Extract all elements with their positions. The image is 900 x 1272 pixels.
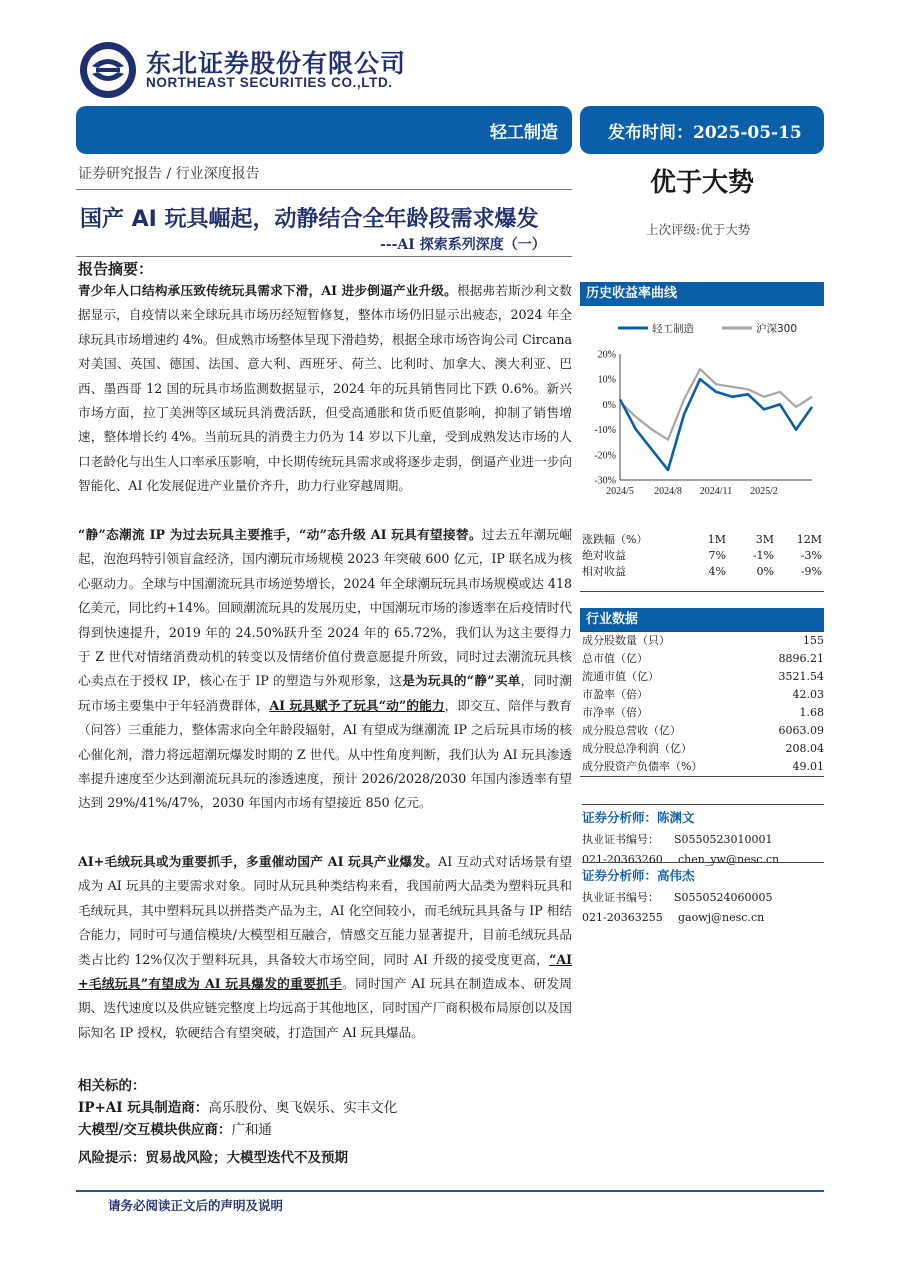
table-cell: 市净率（倍） [582, 706, 648, 719]
analyst-email[interactable]: gaowj@nesc.cn [678, 911, 765, 924]
table-header: 1M [707, 533, 726, 546]
y-tick-label: 10% [597, 374, 616, 386]
risk-warning: 风险提示：贸易战风险；大模型迭代不及预期 [78, 1150, 348, 1166]
table-cell: -3% [800, 549, 822, 562]
x-tick-label: 2024/11 [699, 486, 733, 497]
table-row [582, 722, 824, 740]
series-line-sector [620, 379, 812, 470]
analyst-name: 证券分析师：陈渊文 [582, 804, 824, 830]
table-cell: 155 [803, 634, 824, 647]
paragraph-emphasis: “AI+毛绒玩具”有望成为 AI 玩具爆发的重要抓手 [78, 951, 572, 992]
table-cell: 总市值（亿） [582, 652, 648, 665]
legend-label: 沪深300 [756, 323, 798, 335]
related-value: 高乐股份、奥飞娱乐、实丰文化 [208, 1100, 398, 1116]
paragraph-body: ，即交互、陪伴与教育（问答）三重能力，整体需求向全年龄段辐射，AI 有望成为继潮流 IP 之后玩具市场的核心催化剂，潜力将远超潮玩爆发时期的 Z 世代。从中性角度判断，我们认为 AI 玩具渗透率提升速度至少达到潮流玩具玩的渗透速度，预计 2026/2028/2030 年国内渗透率有望达到 29%/41%/47%，2030 年国内市场有望接近 850 亿元。 [78, 697, 573, 811]
table-cell: 市盈率（倍） [582, 688, 648, 701]
series-line-benchmark [620, 369, 812, 440]
date-banner [580, 106, 824, 154]
report-type: 证券研究报告 / 行业深度报告 [78, 166, 260, 182]
table-cell: 42.03 [792, 688, 824, 701]
report-subtitle: ---AI 探索系列深度（一） [380, 237, 546, 253]
table-row [582, 632, 824, 650]
table-cell: -1% [752, 549, 774, 562]
table-cell: 绝对收益 [582, 549, 626, 562]
table-row [582, 758, 824, 776]
paragraph-body: ，同时潮玩市场主要集中于年轻消费群体， [78, 673, 572, 713]
company-name-cn: 东北证券股份有限公司 [146, 49, 407, 78]
table-cell: 49.01 [792, 760, 824, 773]
table-cell: -9% [800, 565, 822, 578]
rating: 优于大势 [650, 168, 755, 198]
table-header: 3M [755, 533, 774, 546]
y-tick-label: 20% [597, 349, 616, 361]
table-header: 涨跌幅（%） [582, 533, 648, 546]
table-cell: 3521.54 [778, 670, 824, 683]
table-row [582, 704, 824, 722]
cert-number: S0550523010001 [674, 833, 773, 846]
table-cell: 0% [756, 565, 774, 578]
summary-heading: 报告摘要： [78, 260, 154, 278]
x-tick-label: 2024/5 [606, 486, 634, 497]
company-logo [78, 40, 138, 100]
sector-label: 轻工制造 [490, 123, 558, 143]
paragraph-body: AI 互动式对话场景有望成为 AI 玩具的主要需求对象。同时从玩具种类结构来看，我国前两大品类为塑料玩具和毛绒玩具，其中塑料玩具以拼搭类产品为主，AI 化空间较小，而毛绒玩具具备与 IP 相结合能力，同时可与通信模块/大模型相互融合，情感交互能力显著提升，目前毛绒玩具品类占比约 12%仅次于塑料玩具，具备较大市场空间，同时 AI 升级的接受度更高， [78, 854, 572, 967]
summary-paragraph-2 [78, 523, 572, 816]
divider [580, 776, 824, 777]
table-cell: 4% [708, 565, 726, 578]
table-row [582, 548, 824, 564]
cert-label: 执业证书编号： [582, 833, 659, 846]
x-tick-label: 2024/8 [654, 486, 682, 497]
cert-label: 执业证书编号： [582, 891, 659, 904]
table-cell: 成分股数量（只） [582, 634, 670, 647]
y-tick-label: 0% [602, 399, 616, 411]
paragraph-body: 过去五年潮玩崛起，泡泡玛特引领盲盒经济，国内潮玩市场规模 2023 年突破 600 亿元，IP 联名成为核心驱动力。全球与中国潮流玩具市场逆势增长，2024 年全球潮玩玩具市场规模或达 418 亿美元，同比约+14%。回顾潮流玩具的发展历史，中国潮玩市场的渗透率在后疫情时代得到快速提升，2019 年的 24.50%跃升至 2024 年的 65.72%，我们认为这主要得力于 Z 世代对情绪消费动机的转变以及情绪价值付费意愿提升所致，同时过去潮流玩具核心卖点在于授权 IP，核心在于 IP 的塑造与外观形象，这 [78, 527, 572, 689]
table-row [582, 668, 824, 686]
y-tick-label: -30% [594, 475, 616, 487]
analyst-name: 证券分析师：高伟杰 [582, 862, 824, 888]
table-header: 12M [796, 533, 822, 546]
related-label: 大模型/交互模块供应商： [78, 1122, 232, 1138]
paragraph-body: 根据弗若斯沙利文数据显示，自疫情以来全球玩具市场历经短暂修复，整体市场仍旧显示出疲态，2024 年全球玩具市场增速约 4%。但成熟市场整体呈现下滑趋势，根据全球市场咨询公司 Circana 对美国、英国、德国、法国、意大利、西班牙、荷兰、比利时、加拿大、澳大利亚、巴西、墨西哥 12 国的玩具市场监测数据显示，2024 年的玩具销售同比下跌 0.6%。新兴市场方面，拉丁美洲等区域玩具消费活跃，但受高通胀和货币贬值影响，抑制了销售增速，整体增长约 4%。当前玩具的消费主力仍为 14 岁以下儿童，受到成熟发达市场的人口老龄化与出生人口率承压影响，中长期传统玩具需求或将逐步走弱，倒逼产业进一步向智能化、AI 化发展促进产业量价齐升，助力行业穿越周期。 [78, 283, 573, 494]
previous-rating: 上次评级:优于大势 [646, 222, 751, 237]
table-cell: 6063.09 [778, 724, 824, 737]
stats-heading: 行业数据 [580, 608, 824, 632]
chart-heading: 历史收益率曲线 [580, 282, 824, 306]
company-name-en: NORTHEAST SECURITIES CO.,LTD. [146, 75, 393, 90]
paragraph-lead: “静”态潮流 IP 为过去玩具主要推手，“动”态升级 AI 玩具有望接替。 [78, 527, 482, 542]
analyst-phone: 021-20363260 [582, 853, 663, 866]
analyst-email[interactable]: chen_yw@nesc.cn [678, 853, 780, 866]
y-tick-label: -10% [594, 425, 616, 437]
related-label: IP+AI 玩具制造商： [78, 1100, 209, 1116]
industry-stats-table [582, 632, 824, 776]
footer-disclaimer: 请务必阅读正文后的声明及说明 [108, 1198, 284, 1213]
return-chart [582, 312, 822, 512]
table-cell: 成分股资产负债率（%） [582, 760, 703, 773]
paragraph-lead: 青少年人口结构承压致传统玩具需求下滑，AI 进步倒逼产业升级。 [78, 283, 457, 298]
paragraph-emphasis: 是为玩具的“静”买单 [402, 673, 521, 689]
table-cell: 相对收益 [582, 565, 626, 578]
related-stocks [78, 1075, 397, 1141]
legend-label: 轻工制造 [652, 323, 694, 335]
divider [580, 591, 824, 592]
publish-date: 发布时间：2025-05-15 [608, 123, 802, 143]
table-cell: 成分股总净利润（亿） [582, 742, 692, 755]
related-value: 广和通 [231, 1122, 272, 1138]
related-heading: 相关标的： [78, 1078, 146, 1094]
paragraph-body: 。同时国产 AI 玩具在制造成本、研发周期、迭代速度以及供应链完整度上均远高于其他地区，同时国产厂商积极布局原创以及国际知名 IP 授权，软硬结合有望突破，打造国产 AI 玩具爆品。 [78, 976, 573, 1040]
table-cell: 7% [708, 549, 726, 562]
table-row [582, 564, 824, 580]
footer-divider [76, 1190, 824, 1192]
summary-paragraph-3 [78, 850, 572, 1045]
report-title: 国产 AI 玩具崛起，动静结合全年龄段需求爆发 [80, 207, 539, 232]
x-tick-label: 2025/2 [750, 486, 778, 497]
table-row [582, 650, 824, 668]
paragraph-lead: AI+毛绒玩具或为重要抓手，多重催动国产 AI 玩具产业爆发。 [78, 854, 439, 869]
performance-table [582, 532, 824, 580]
cert-number: S0550524060005 [674, 891, 773, 904]
table-cell: 1.68 [799, 706, 824, 719]
paragraph-emphasis: AI 玩具赋予了玩具“动”的能力 [269, 697, 445, 713]
table-cell: 208.04 [785, 742, 824, 755]
analyst-card [582, 804, 824, 870]
performance-header-row [582, 532, 824, 548]
analyst-phone: 021-20363255 [582, 911, 663, 924]
table-cell: 成分股总营收（亿） [582, 724, 681, 737]
table-cell: 8896.21 [778, 652, 824, 665]
analyst-card [582, 862, 824, 928]
sector-banner [76, 106, 572, 154]
table-row [582, 740, 824, 758]
divider [76, 256, 572, 257]
table-row [582, 686, 824, 704]
table-cell: 流通市值（亿） [582, 670, 659, 683]
summary-paragraph-1 [78, 279, 572, 499]
y-tick-label: -20% [594, 450, 616, 462]
divider [76, 189, 572, 190]
